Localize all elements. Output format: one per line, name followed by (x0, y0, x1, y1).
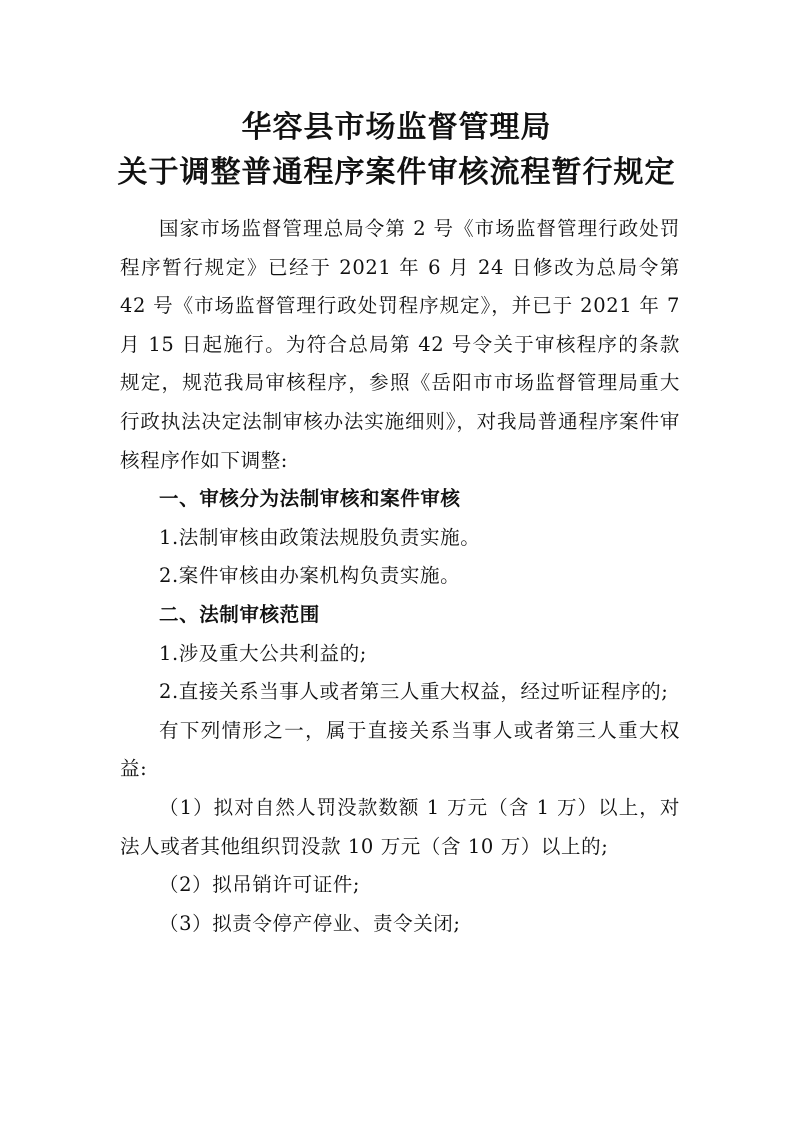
document-title-line-1: 华容县市场监督管理局 (241, 110, 552, 145)
list-item: 2.直接关系当事人或者第三人重大权益，经过听证程序的; (159, 680, 669, 704)
sub-item: （3）拟责令停产停业、责令关闭; (159, 911, 461, 935)
section-heading-2: 二、法制审核范围 (159, 602, 320, 626)
sub-item: （2）拟吊销许可证件; (159, 873, 361, 897)
section-heading-1: 一、审核分为法制审核和案件审核 (159, 487, 461, 511)
list-item: 1.法制审核由政策法规股负责实施。 (159, 525, 481, 549)
intro-paragraph: 国家市场监督管理总局令第 2 号《市场监督管理行政处罚程序暂行规定》已经于 2021 年 6 月 24 日修改为总局令第 42 号《市场监督管理行政处罚程序规定》，并已于 2021 年 7 月 15 日起施行。为符合总局第 42 号令关于审核程序的条款规定，规范我局审核程序，参照《岳阳市市场监督管理局重大行政执法决定法制审核办法实施细则》，对我局普通程序案件审核程序作如下调整: (120, 217, 680, 472)
document-title-line-2: 关于调整普通程序案件审核流程暂行规定 (117, 155, 676, 190)
document-body (120, 210, 680, 943)
list-item: 2.案件审核由办案机构负责实施。 (159, 564, 461, 588)
list-item: 1.涉及重大公共利益的; (159, 641, 367, 665)
sub-item: （1）拟对自然人罚没款数额 1 万元（含 1 万）以上，对法人或者其他组织罚没款 10 万元（含 10 万）以上的; (120, 795, 680, 858)
paragraph: 有下列情形之一，属于直接关系当事人或者第三人重大权益: (120, 718, 680, 781)
